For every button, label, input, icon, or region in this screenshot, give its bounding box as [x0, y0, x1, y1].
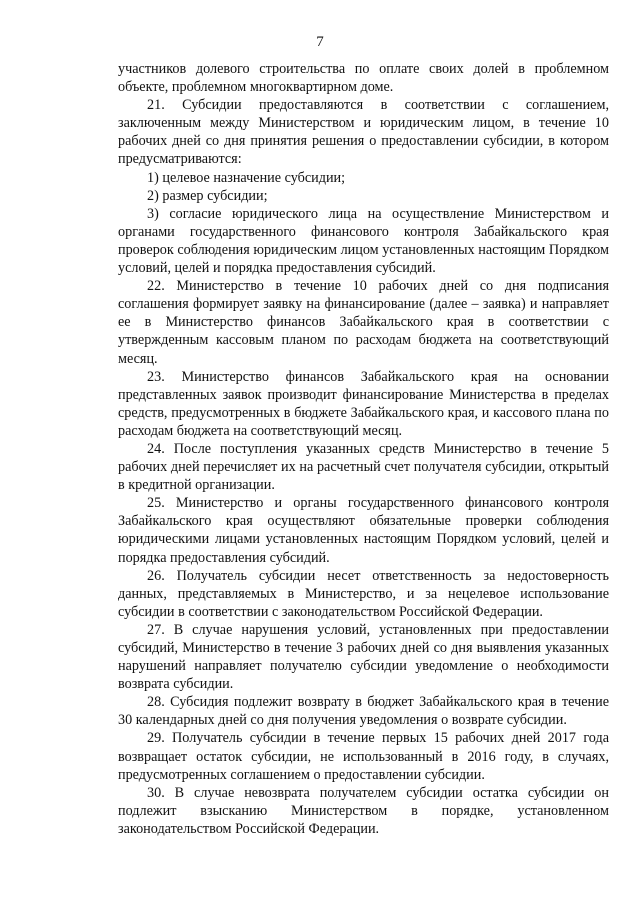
- list-item-amount: 2) размер субсидии;: [147, 187, 268, 204]
- paragraph-continuation: участников долевого строительства по оплате своих долей в проблемном объекте, проблемном многоквартирном доме.: [118, 61, 609, 96]
- list-item-consent: 3) согласие юридического лица на осуществление Министерством и органами государственного финансового контроля Забайкальского края проверок соблюдения юридическим лицом установленных настоящим Порядком условий, целей и порядка предоставления субсидий.: [118, 205, 609, 277]
- document-body: [118, 60, 609, 838]
- paragraph-28: 28. Субсидия подлежит возврату в бюджет Забайкальского края в течение 30 календарных дней со дня получения уведомления о возврате субсидии.: [118, 694, 609, 729]
- list-item-purpose: 1) целевое назначение субсидии;: [147, 169, 346, 186]
- paragraph-29: 29. Получатель субсидии в течение первых 15 рабочих дней 2017 года возвращает остаток субсидии, не использованный в 2016 году, в случаях, предусмотренных соглашением о предоставлении субсидии.: [118, 730, 609, 783]
- page-number: 7: [316, 34, 324, 50]
- paragraph-23: 23. Министерство финансов Забайкальского края на основании представленных заявок производит финансирование Министерства в пределах средств, предусмотренных в бюджете Забайкальского края, и кассового плана по расходам бюджета на соответствующий месяц.: [118, 368, 609, 439]
- paragraph-22: 22. Министерство в течение 10 рабочих дней со дня подписания соглашения формирует заявку на финансирование (далее – заявка) и направляет ее в Министерство финансов Забайкальского края в соответствии с утвержденным кассовым планом по расходам бюджета на соответствующий месяц.: [118, 278, 609, 367]
- paragraph-24: 24. После поступления указанных средств Министерство в течение 5 рабочих дней перечисляет их на расчетный счет получателя субсидии, открытый в кредитной организации.: [118, 440, 609, 494]
- paragraph-21: 21. Субсидии предоставляются в соответствии с соглашением, заключенным между Министерством и юридическим лицом, в течение 10 рабочих дней со дня принятия решения о предоставлении субсидии, в котором предусматриваются:: [118, 97, 609, 168]
- paragraph-30: 30. В случае невозврата получателем субсидии остатка субсидии он подлежит взысканию Министерством в порядке, установленном законодательством Российской Федерации.: [118, 784, 609, 837]
- paragraph-26: 26. Получатель субсидии несет ответственность за недостоверность данных, представляемых в Министерство, и за нецелевое использование субсидии в соответствии с законодательством Российской Федерации.: [118, 567, 609, 620]
- paragraph-27: 27. В случае нарушения условий, установленных при предоставлении субсидий, Министерство в течение 3 рабочих дней со дня выявления указанных нарушений направляет получателю субсидии уведомление о необходимости возврата субсидии.: [118, 621, 609, 693]
- paragraph-25: 25. Министерство и органы государственного финансового контроля Забайкальского края осуществляют обязательные проверки соблюдения юридическими лицами установленных настоящим Порядком условий, целей и порядка предоставления субсидий.: [118, 495, 609, 566]
